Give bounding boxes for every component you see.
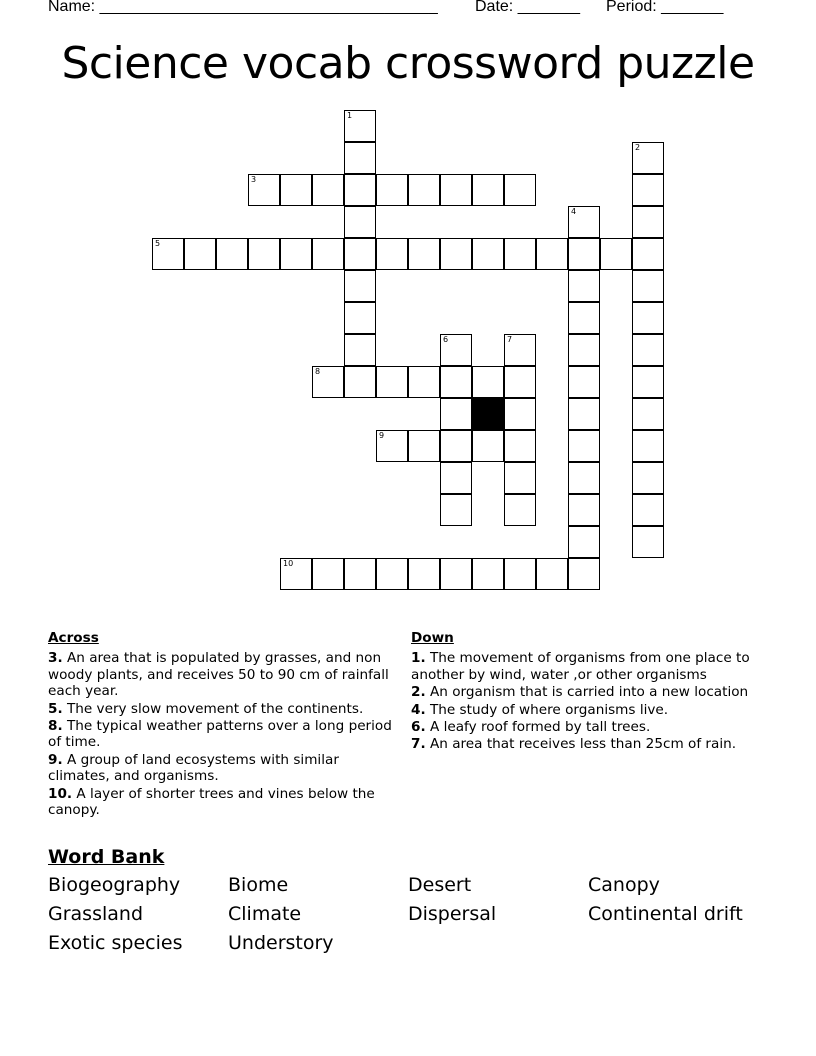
crossword-cell[interactable] xyxy=(408,238,440,270)
crossword-cell[interactable] xyxy=(504,430,536,462)
crossword-cell[interactable] xyxy=(440,398,472,430)
clue-number: 1 xyxy=(347,111,353,120)
name-field-label[interactable]: Name: ______________________________________ xyxy=(48,0,438,15)
crossword-cell[interactable] xyxy=(568,526,600,558)
crossword-cell[interactable] xyxy=(568,558,600,590)
clue-across-5: 5. The very slow movement of the continents. xyxy=(48,700,364,717)
black-square xyxy=(472,398,504,430)
crossword-cell[interactable] xyxy=(440,462,472,494)
crossword-cell[interactable] xyxy=(568,398,600,430)
clue-number: 5 xyxy=(155,239,161,248)
crossword-cell[interactable] xyxy=(280,238,312,270)
crossword-cell[interactable] xyxy=(344,334,376,366)
clue-across-9: 9. A group of land ecosystems with similar climates, and organisms. xyxy=(48,751,339,785)
crossword-cell[interactable] xyxy=(440,494,472,526)
crossword-cell[interactable] xyxy=(600,238,632,270)
crossword-cell[interactable] xyxy=(568,270,600,302)
crossword-cell[interactable] xyxy=(280,174,312,206)
crossword-cell[interactable] xyxy=(472,558,504,590)
crossword-cell[interactable] xyxy=(632,206,664,238)
crossword-cell[interactable] xyxy=(472,430,504,462)
crossword-cell[interactable] xyxy=(312,238,344,270)
crossword-cell[interactable] xyxy=(632,462,664,494)
crossword-cell[interactable] xyxy=(632,302,664,334)
word-bank-item: Biome xyxy=(228,874,289,896)
crossword-cell[interactable] xyxy=(440,334,472,366)
crossword-cell[interactable] xyxy=(536,558,568,590)
clue-number: 3 xyxy=(251,175,257,184)
crossword-cell[interactable] xyxy=(344,206,376,238)
word-bank-item: Dispersal xyxy=(408,903,497,925)
clue-number: 9 xyxy=(379,431,385,440)
crossword-cell[interactable] xyxy=(344,302,376,334)
word-bank-item: Continental drift xyxy=(588,903,743,925)
period-field-label[interactable]: Period: _______ xyxy=(606,0,724,15)
clue-number: 8 xyxy=(315,367,321,376)
clue-down-2: 2. An organism that is carried into a new location xyxy=(411,684,749,701)
word-bank-item: Exotic species xyxy=(48,932,183,954)
down-clues xyxy=(411,630,759,754)
clue-down-6: 6. A leafy roof formed by tall trees. xyxy=(411,719,651,736)
crossword-cell[interactable] xyxy=(280,558,312,590)
clue-number: 6 xyxy=(443,335,449,344)
crossword-cell[interactable] xyxy=(344,174,376,206)
crossword-cell[interactable] xyxy=(504,494,536,526)
crossword-cell[interactable] xyxy=(344,238,376,270)
across-heading: Across xyxy=(48,630,99,646)
crossword-cell[interactable] xyxy=(568,206,600,238)
crossword-cell[interactable] xyxy=(312,366,344,398)
crossword-cell[interactable] xyxy=(440,366,472,398)
crossword-cell[interactable] xyxy=(568,302,600,334)
crossword-cell[interactable] xyxy=(344,142,376,174)
crossword-cell[interactable] xyxy=(632,174,664,206)
crossword-cell[interactable] xyxy=(504,238,536,270)
crossword-cell[interactable] xyxy=(568,238,600,270)
crossword-cell[interactable] xyxy=(504,334,536,366)
crossword-cell[interactable] xyxy=(344,366,376,398)
clue-number: 2 xyxy=(635,143,641,152)
word-bank-item: Canopy xyxy=(588,874,660,896)
crossword-cell[interactable] xyxy=(632,270,664,302)
crossword-cell[interactable] xyxy=(632,494,664,526)
crossword-cell[interactable] xyxy=(504,174,536,206)
crossword-cell[interactable] xyxy=(568,494,600,526)
clue-across-10: 10. A layer of shorter trees and vines below the canopy. xyxy=(48,785,375,819)
word-bank-item: Biogeography xyxy=(48,874,181,896)
clue-across-8: 8. The typical weather patterns over a long period of time. xyxy=(48,718,392,751)
crossword-cell[interactable] xyxy=(568,462,600,494)
crossword-cell[interactable] xyxy=(344,558,376,590)
crossword-cell[interactable] xyxy=(376,366,408,398)
crossword-cell[interactable] xyxy=(440,558,472,590)
crossword-cell[interactable] xyxy=(376,430,408,462)
clue-down-7: 7. An area that receives less than 25cm of rain. xyxy=(411,736,737,753)
clue-down-1: 1. The movement of organisms from one place to another by wind, water ,or other organisms xyxy=(411,650,750,683)
crossword-cell[interactable] xyxy=(440,174,472,206)
word-bank-item: Grassland xyxy=(48,903,143,925)
crossword-cell[interactable] xyxy=(504,558,536,590)
crossword-cell[interactable] xyxy=(312,558,344,590)
crossword-cell[interactable] xyxy=(632,430,664,462)
crossword-cell[interactable] xyxy=(344,110,376,142)
crossword-cell[interactable] xyxy=(632,142,664,174)
crossword-cell[interactable] xyxy=(312,174,344,206)
crossword-cell[interactable] xyxy=(632,238,664,270)
clue-number: 10 xyxy=(283,559,294,568)
crossword-cell[interactable] xyxy=(632,366,664,398)
crossword-cell[interactable] xyxy=(184,238,216,270)
word-bank-item: Climate xyxy=(228,903,302,925)
crossword-cell[interactable] xyxy=(248,238,280,270)
crossword-cell[interactable] xyxy=(152,238,184,270)
clue-across-3: 3. An area that is populated by grasses, and non woody plants, and receives 50 to 90 cm of rainfall each year. xyxy=(48,650,389,700)
crossword-cell[interactable] xyxy=(440,430,472,462)
crossword-cell[interactable] xyxy=(472,366,504,398)
clue-number: 4 xyxy=(571,207,577,216)
crossword-cell[interactable] xyxy=(376,558,408,590)
crossword-cell[interactable] xyxy=(632,334,664,366)
crossword-cell[interactable] xyxy=(216,238,248,270)
crossword-cell[interactable] xyxy=(408,558,440,590)
clue-number: 7 xyxy=(507,335,513,344)
crossword-cell[interactable] xyxy=(472,238,504,270)
crossword-cell[interactable] xyxy=(504,398,536,430)
crossword-cell[interactable] xyxy=(408,174,440,206)
crossword-cell[interactable] xyxy=(504,462,536,494)
clue-down-4: 4. The study of where organisms live. xyxy=(411,701,669,718)
crossword-cell[interactable] xyxy=(568,366,600,398)
crossword-cell[interactable] xyxy=(408,366,440,398)
crossword-cell[interactable] xyxy=(504,366,536,398)
crossword-cell[interactable] xyxy=(568,334,600,366)
date-field-label[interactable]: Date: _______ xyxy=(475,0,580,15)
word-bank xyxy=(48,874,788,955)
crossword-cell[interactable] xyxy=(376,238,408,270)
crossword-cell[interactable] xyxy=(472,174,504,206)
down-heading: Down xyxy=(411,630,454,646)
across-clues xyxy=(48,630,400,819)
page-title: Science vocab crossword puzzle xyxy=(61,38,755,89)
crossword-cell[interactable] xyxy=(568,430,600,462)
word-bank-item: Understory xyxy=(228,932,334,954)
crossword-cell[interactable] xyxy=(248,174,280,206)
crossword-cell[interactable] xyxy=(536,238,568,270)
crossword-cell[interactable] xyxy=(408,430,440,462)
crossword-cell[interactable] xyxy=(632,526,664,558)
word-bank-item: Desert xyxy=(408,874,472,896)
crossword-cell[interactable] xyxy=(440,238,472,270)
crossword-cell[interactable] xyxy=(344,270,376,302)
crossword-cell[interactable] xyxy=(632,398,664,430)
crossword-cell[interactable] xyxy=(376,174,408,206)
word-bank-title: Word Bank xyxy=(48,846,165,868)
